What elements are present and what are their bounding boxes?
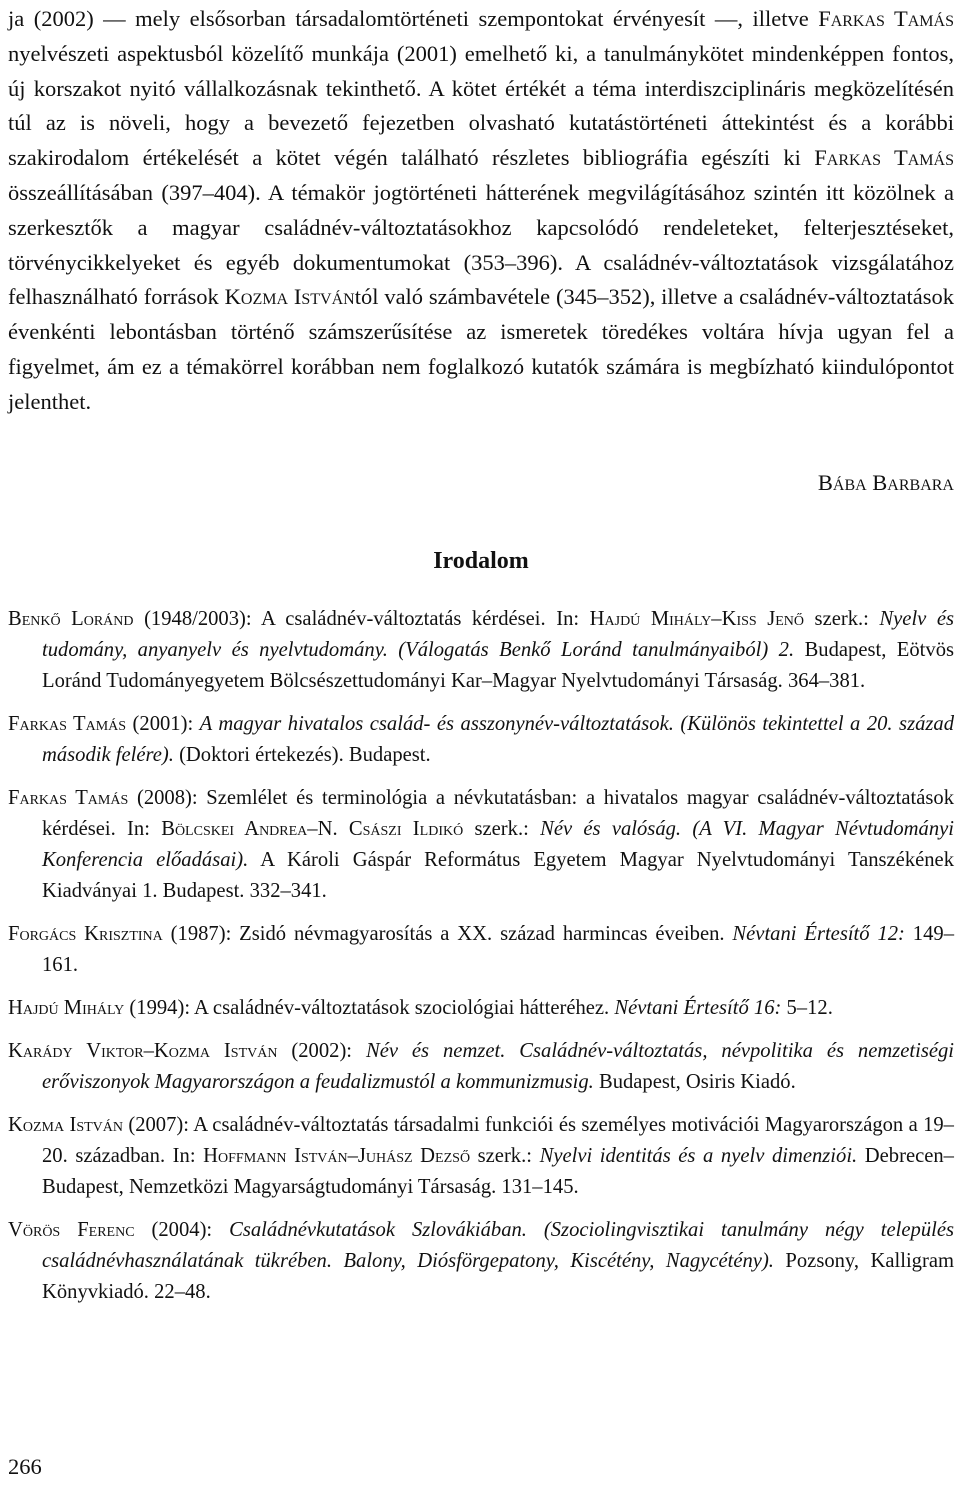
reference-entry: [8, 1215, 954, 1308]
page-content: [8, 2, 954, 1320]
references-heading: Irodalom: [433, 547, 529, 574]
reference-entry: [8, 993, 954, 1024]
reference-text: Budapest, Eötvös Loránd Tudományegyetem Bölcsészettudományi Kar–Magyar Nyelvtudományi Társaság. 364–381.: [42, 638, 955, 692]
reference-title: Családnévkutatások Szlovákiában. (Szociolingvisztikai tanulmány négy település családnévhasználatának tükrében. Balony, Diósförgepatony, Kiscétény, Nagycétény).: [42, 1218, 954, 1272]
reference-text: (1994): A családnév-változtatások szociológiai hátteréhez.: [124, 996, 615, 1019]
reference-entry: [8, 709, 954, 771]
review-signature: Bába Barbara: [817, 469, 954, 495]
author-name: Farkas Tamás: [814, 145, 954, 171]
reference-title: Név és valóság. (A VI. Magyar Névtudományi Konferencia előadásai).: [42, 817, 954, 871]
reference-author: Forgács Krisztina: [8, 922, 163, 945]
reference-text: (1948/2003): A családnév-változtatás kérdései. In:: [133, 607, 590, 630]
paragraph-text: összeállításában (397–404). A témakör jogtörténeti hátterének megvilágításához szintén itt közölnek a szerkesztők a magyar családnév-változtatásokhoz kapcsolódó rendeleteket, felterjesztéseket, törvénycikkelyeket és egyéb dokumentumokat (353–396). A családnév-változtatások vizsgálatához felhasználható források: [8, 179, 954, 310]
reference-entry: [8, 919, 954, 981]
reference-text: (2001):: [126, 712, 200, 735]
paragraph-text: ja (2002) — mely elsősorban társadalomtörténeti szempontokat érvényesít —, illetve: [8, 6, 819, 31]
reference-author: Hoffmann István–Juhász Dezső: [203, 1144, 471, 1167]
reference-title: Névtani Értesítő 12:: [732, 922, 905, 945]
page-number: 266: [8, 1454, 42, 1479]
reference-title: A magyar hivatalos család- és asszonynév-változtatások. (Különös tekintettel a 20. század második felére).: [42, 712, 954, 766]
reference-author: Hajdú Mihály–Kiss Jenő: [589, 607, 805, 630]
reference-text: (2002):: [277, 1039, 366, 1062]
reference-text: (Doktori értekezés). Budapest.: [173, 743, 431, 766]
reference-title: Nyelv és tudomány, anyanyelv és nyelvtudomány. (Válogatás Benkő Loránd tanulmányaiból) 2.: [42, 607, 954, 661]
reference-entry: [8, 1110, 954, 1203]
reference-text: Pozsony, Kalligram Könyvkiadó. 22–48.: [42, 1249, 954, 1303]
reference-title: Név és nemzet. Családnév-változtatás, névpolitika és nemzetiségi erőviszonyok Magyarországon a feudalizmustól a kommunizmusig.: [42, 1039, 955, 1093]
author-name: Kozma István: [224, 284, 355, 310]
reference-text: Budapest, Osiris Kiadó.: [593, 1070, 796, 1093]
reference-text: (2008): Szemlélet és terminológia a névkutatásban: a hivatalos magyar családnév-változtatások kérdései. In:: [42, 786, 954, 840]
reference-entry: [8, 1036, 954, 1098]
reference-author: Hajdú Mihály: [8, 996, 125, 1019]
reference-text: (2004):: [134, 1218, 230, 1241]
reference-text: 5–12.: [781, 996, 833, 1019]
paragraph-text: tól való számbavétele (345–352), illetve a családnév-változtatások évenkénti lebontásban történő számszerűsítése az ismeretek töredékes voltára hívja ugyan fel a figyelmet, ám ez a témakörrel korábban nem foglalkozó kutatók számára is megbízható kiindulópontot jelenthet.: [8, 284, 955, 414]
reference-text: (1987): Zsidó névmagyarosítás a XX. század harmincas éveiben.: [162, 922, 733, 945]
reference-author: Kozma István: [8, 1113, 123, 1136]
reference-author: Karády Viktor–Kozma István: [8, 1039, 278, 1062]
reference-author: Benkő Loránd: [8, 607, 134, 630]
reference-list: [8, 604, 954, 1308]
reference-title: Nyelvi identitás és a nyelv dimenziói.: [539, 1144, 858, 1167]
reference-entry: [8, 604, 954, 697]
reference-entry: [8, 783, 954, 907]
reference-text: szerk.:: [463, 817, 541, 840]
body-paragraph: [8, 2, 954, 420]
reference-text: Debrecen–Budapest, Nemzetközi Magyarságtudományi Társaság. 131–145.: [42, 1144, 954, 1198]
reference-author: Bölcskei Andrea–N. Császi Ildikó: [161, 817, 464, 840]
reference-text: 149–161.: [42, 922, 954, 976]
reference-text: A Károli Gáspár Református Egyetem Magyar Nyelvtudományi Tanszékének Kiadványai 1. Budapest. 332–341.: [42, 848, 954, 902]
reference-text: (2007): A családnév-változtatás társadalmi funkciói és személyes motivációi Magyarországon a 19–20. században. In:: [42, 1113, 954, 1167]
author-name: Farkas Tamás: [818, 6, 954, 31]
reference-author: Vörös Ferenc: [8, 1218, 135, 1241]
reference-title: Névtani Értesítő 16:: [614, 996, 782, 1019]
reference-text: szerk.:: [470, 1144, 540, 1167]
paragraph-text: nyelvészeti aspektusból közelítő munkája (2001) emelhető ki, a tanulmánykötet mindenképpen fontos, új korszakot nyitó vállalkozásnak tekinthető. A kötet értékét a téma interdiszciplináris megközelítésén túl az is növeli, hogy a bevezető fejezetben olvasható kutatástörténeti áttekintést és a korábbi szakirodalom értékelését a kötet végén található részletes bibliográfia egészíti ki: [8, 40, 954, 171]
reference-text: szerk.:: [804, 607, 880, 630]
reference-author: Farkas Tamás: [8, 786, 129, 809]
reference-author: Farkas Tamás: [8, 712, 127, 735]
